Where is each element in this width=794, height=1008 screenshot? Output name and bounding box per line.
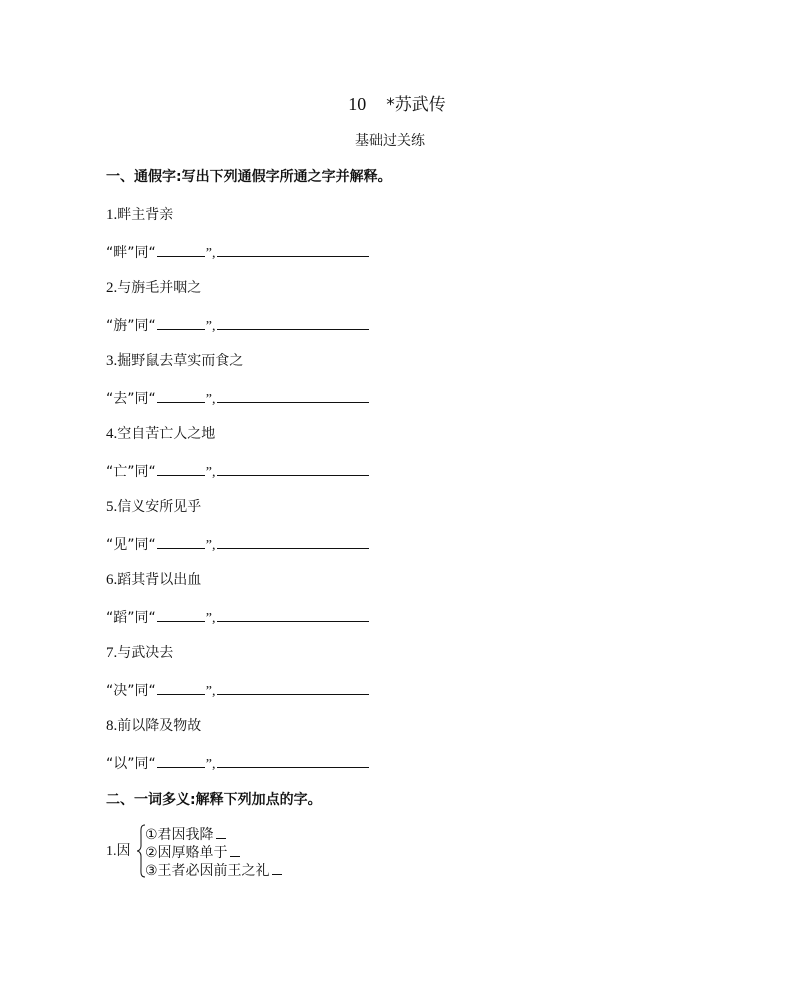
polysemy-lead [106, 842, 131, 861]
answer-blank[interactable] [272, 860, 282, 875]
quote-separator: ”, [205, 319, 216, 334]
quote-separator: ”, [205, 392, 216, 407]
question-text: 掘野鼠去草实而食之 [117, 353, 244, 369]
quote-separator: ”, [205, 246, 216, 261]
question-item [106, 497, 201, 517]
explanation-blank[interactable] [217, 460, 369, 476]
answer-line [106, 679, 369, 702]
tongjia-char-label: “蹈”同“ [106, 610, 156, 626]
quote-separator: ”, [205, 465, 216, 480]
same-as-blank[interactable] [157, 460, 205, 476]
explanation-blank[interactable] [217, 752, 369, 768]
question-text: 与武决去 [117, 645, 174, 661]
tongjia-char-label: “以”同“ [106, 756, 156, 772]
quote-separator: ”, [205, 684, 216, 699]
question-text: 畔主背亲 [117, 207, 174, 223]
quote-separator: ”, [205, 757, 216, 772]
question-text: 与旃毛并咽之 [117, 280, 202, 296]
tongjia-char-label: “决”同“ [106, 683, 156, 699]
lesson-number: 10 [348, 94, 367, 114]
tongjia-char-label: “畔”同“ [106, 245, 156, 261]
same-as-blank[interactable] [157, 679, 205, 695]
question-number: 6. [106, 572, 118, 588]
same-as-blank[interactable] [157, 241, 205, 257]
answer-line [106, 241, 369, 264]
answer-line [106, 533, 369, 556]
question-number: 2. [106, 280, 118, 296]
polysemy-word: 因 [116, 843, 131, 859]
explanation-blank[interactable] [217, 314, 369, 330]
section-heading-tongjiazi: 一、通假字:写出下列通假字所通之字并解释。 [106, 169, 392, 185]
tongjia-char-label: “见”同“ [106, 537, 156, 553]
question-text: 前以降及物故 [117, 718, 202, 734]
question-number: 4. [106, 426, 118, 442]
question-item [106, 278, 201, 298]
polysemy-option: ①君因我降 [145, 824, 226, 844]
tongjia-char-label: “去”同“ [106, 391, 156, 407]
answer-blank[interactable] [230, 842, 240, 857]
same-as-blank[interactable] [157, 387, 205, 403]
answer-line [106, 606, 369, 629]
explanation-blank[interactable] [217, 241, 369, 257]
question-number: 1. [106, 844, 117, 859]
question-item [106, 351, 243, 371]
section-subtitle: 基础过关练 [355, 133, 425, 149]
question-text: 蹈其背以出血 [117, 572, 202, 588]
tongjia-char-label: “旃”同“ [106, 318, 156, 334]
answer-line [106, 752, 369, 775]
same-as-blank[interactable] [157, 606, 205, 622]
page-title [0, 93, 794, 116]
question-item [106, 205, 173, 225]
explanation-blank[interactable] [217, 606, 369, 622]
polysemy-option: ②因厚赂单于 [145, 842, 240, 862]
question-item [106, 424, 215, 444]
quote-separator: ”, [205, 538, 216, 553]
question-number: 1. [106, 207, 118, 223]
section-heading-yiciduoyi: 二、一词多义:解释下列加点的字。 [106, 792, 322, 808]
explanation-blank[interactable] [217, 387, 369, 403]
quote-separator: ”, [205, 611, 216, 626]
question-number: 7. [106, 645, 118, 661]
question-item [106, 716, 201, 736]
question-number: 3. [106, 353, 118, 369]
polysemy-option: ③王者必因前王之礼 [145, 860, 282, 880]
same-as-blank[interactable] [157, 533, 205, 549]
question-number: 5. [106, 499, 118, 515]
answer-line [106, 460, 369, 483]
same-as-blank[interactable] [157, 314, 205, 330]
tongjia-char-label: “亡”同“ [106, 464, 156, 480]
answer-line [106, 387, 369, 410]
explanation-blank[interactable] [217, 533, 369, 549]
answer-blank[interactable] [216, 824, 226, 839]
answer-line [106, 314, 369, 337]
question-number: 8. [106, 718, 118, 734]
question-text: 空自苦亡人之地 [117, 426, 216, 442]
lesson-title: *苏武传 [386, 95, 446, 115]
question-text: 信义安所见乎 [117, 499, 202, 515]
explanation-blank[interactable] [217, 679, 369, 695]
question-item [106, 643, 173, 663]
same-as-blank[interactable] [157, 752, 205, 768]
question-item [106, 570, 201, 590]
